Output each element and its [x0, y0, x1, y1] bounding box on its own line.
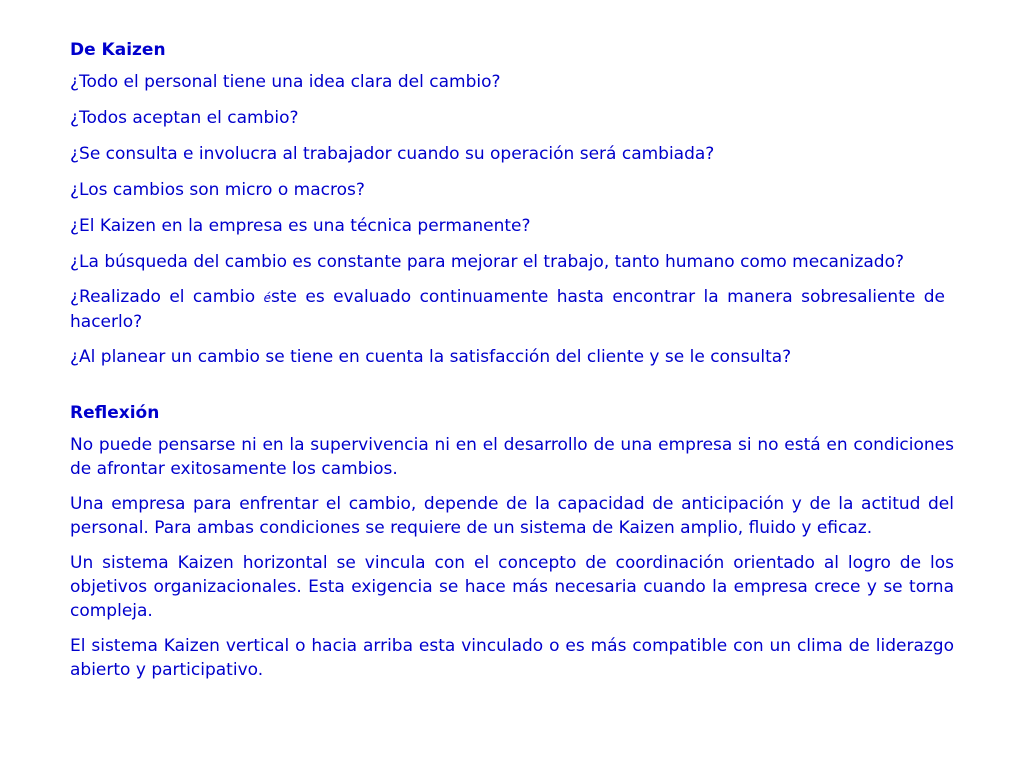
- reflexion-paragraph-1: No puede pensarse ni en la supervivencia ni en el desarrollo de una empresa si no está en condiciones de afrontar exitosamente los cambios.: [70, 435, 954, 479]
- question-4: ¿Los cambios son micro o macros?: [70, 180, 365, 200]
- question-7-small-letter: é: [263, 291, 271, 305]
- reflexion-paragraph-2: Una empresa para enfrentar el cambio, depende de la capacidad de anticipación y de la actitud del personal. Para ambas condiciones se requiere de un sistema de Kaizen amplio, fluido y eficaz.: [70, 494, 954, 538]
- reflexion-paragraph-3: Un sistema Kaizen horizontal se vincula con el concepto de coordinación orientado al logro de los objetivos organizacionales. Esta exigencia se hace más necesaria cuando la empresa crece y se torna compleja.: [70, 553, 954, 621]
- question-3: ¿Se consulta e involucra al trabajador cuando su operación será cambiada?: [70, 144, 715, 164]
- reflexion-paragraph-4: El sistema Kaizen vertical o hacia arriba esta vinculado o es más compatible con un clima de liderazgo abierto y participativo.: [70, 636, 954, 680]
- reflexion-heading: Reflexión: [70, 403, 160, 423]
- section-spacer: [70, 381, 954, 401]
- question-1: ¿Todo el personal tiene una idea clara del cambio?: [70, 72, 501, 92]
- kaizen-heading: De Kaizen: [70, 40, 166, 60]
- question-7: [70, 285, 945, 334]
- question-8: ¿Al planear un cambio se tiene en cuenta la satisfacción del cliente y se le consulta?: [70, 347, 792, 367]
- question-5: ¿El Kaizen en la empresa es una técnica permanente?: [70, 216, 531, 236]
- document-page: [70, 38, 954, 693]
- question-2: ¿Todos aceptan el cambio?: [70, 108, 299, 128]
- question-7-end: ste es evaluado continuamente hasta encontrar la manera sobresaliente de hacerlo?: [70, 287, 945, 332]
- question-7-start: ¿Realizado el cambio: [70, 287, 264, 307]
- question-6: ¿La búsqueda del cambio es constante para mejorar el trabajo, tanto humano como mecanizado?: [70, 252, 905, 272]
